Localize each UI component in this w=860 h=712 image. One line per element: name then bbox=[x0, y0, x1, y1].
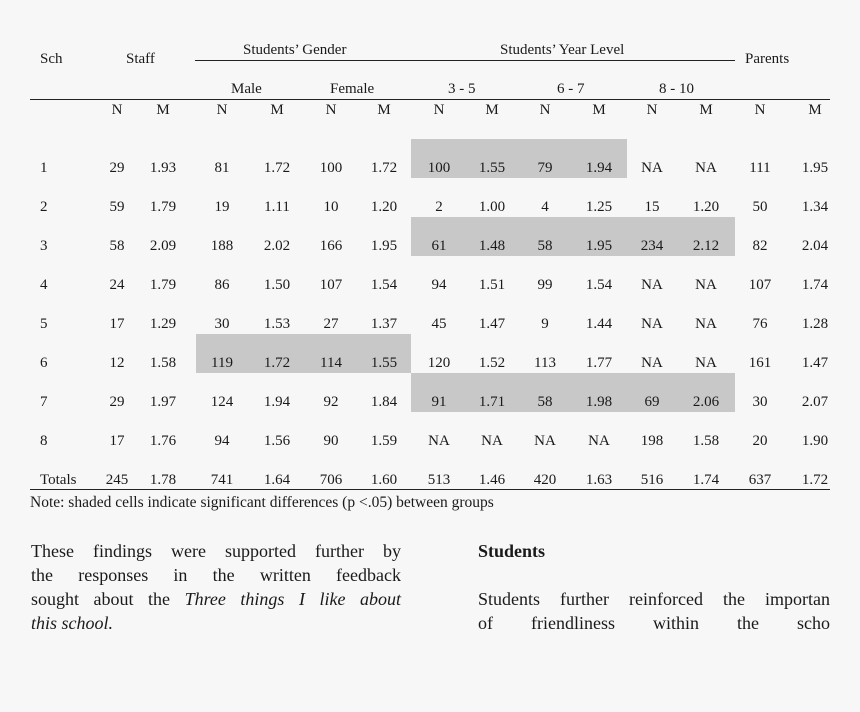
table-cell: 1.95 bbox=[370, 238, 398, 254]
totals-cell: 1.72 bbox=[801, 472, 829, 488]
table-cell: 19 bbox=[214, 199, 230, 215]
table-cell: 2.04 bbox=[801, 238, 829, 254]
table-cell: 17 bbox=[109, 433, 125, 449]
table-cell: 188 bbox=[210, 238, 234, 254]
table-cell: 9 bbox=[541, 316, 549, 332]
table-cell: 1.77 bbox=[585, 355, 613, 371]
table-cell: 1.95 bbox=[585, 238, 613, 254]
school-label: 5 bbox=[40, 316, 48, 332]
table-cell: NA bbox=[641, 355, 663, 371]
table-cell: 1.94 bbox=[263, 394, 291, 410]
table-cell: 79 bbox=[537, 160, 553, 176]
totals-cell: 1.46 bbox=[478, 472, 506, 488]
table-cell: 94 bbox=[214, 433, 230, 449]
n-column-header: N bbox=[325, 102, 337, 118]
left-paragraph-line-1: These findings were supported further by bbox=[31, 541, 401, 561]
right-line-2-word: the bbox=[737, 613, 759, 633]
totals-cell: 1.63 bbox=[585, 472, 613, 488]
table-cell: NA bbox=[641, 160, 663, 176]
table-cell: 86 bbox=[214, 277, 230, 293]
table-cell: 90 bbox=[323, 433, 339, 449]
table-cell: 1.72 bbox=[263, 160, 291, 176]
table-cell: 58 bbox=[537, 238, 553, 254]
table-note: Note: shaded cells indicate significant differences (p <.05) between groups bbox=[30, 494, 494, 511]
school-label: 2 bbox=[40, 199, 48, 215]
table-cell: 1.53 bbox=[263, 316, 291, 332]
table-cell: 58 bbox=[109, 238, 125, 254]
table-cell: 30 bbox=[752, 394, 768, 410]
totals-cell: 1.78 bbox=[149, 472, 177, 488]
totals-cell: 420 bbox=[533, 472, 557, 488]
m-column-header: M bbox=[592, 102, 606, 118]
table-cell: 1.37 bbox=[370, 316, 398, 332]
table-cell: 10 bbox=[323, 199, 339, 215]
table-cell: 1.51 bbox=[478, 277, 506, 293]
left-line-3-plain: sought about the bbox=[31, 589, 171, 609]
table-cell: 119 bbox=[211, 355, 233, 371]
table-cell: 2.12 bbox=[692, 238, 720, 254]
table-cell: 1.47 bbox=[801, 355, 829, 371]
school-label: 6 bbox=[40, 355, 48, 371]
totals-cell: 706 bbox=[319, 472, 343, 488]
table-cell: 29 bbox=[109, 394, 125, 410]
table-cell: NA bbox=[695, 316, 717, 332]
table-cell: 1.55 bbox=[370, 355, 398, 371]
left-paragraph-line-3 bbox=[31, 587, 401, 611]
table-cell: 100 bbox=[427, 160, 451, 176]
table-cell: 1.48 bbox=[478, 238, 506, 254]
right-paragraph-line-2 bbox=[478, 611, 830, 635]
totals-cell: 516 bbox=[640, 472, 664, 488]
left-paragraph-line-4 bbox=[31, 611, 113, 635]
table-cell: NA bbox=[588, 433, 610, 449]
table-cell: 120 bbox=[427, 355, 451, 371]
table-cell: NA bbox=[695, 160, 717, 176]
header-male: Male bbox=[231, 81, 262, 97]
header-bottom-rule bbox=[30, 99, 830, 100]
table-cell: 124 bbox=[210, 394, 234, 410]
table-cell: 1.71 bbox=[478, 394, 506, 410]
n-column-header: N bbox=[111, 102, 123, 118]
table-cell: 12 bbox=[109, 355, 125, 371]
totals-cell: 1.74 bbox=[692, 472, 720, 488]
table-cell: 24 bbox=[109, 277, 125, 293]
table-cell: 107 bbox=[748, 277, 772, 293]
table-cell: 2 bbox=[435, 199, 443, 215]
table-cell: 17 bbox=[109, 316, 125, 332]
n-column-header: N bbox=[216, 102, 228, 118]
table-cell: 69 bbox=[644, 394, 660, 410]
table-cell: 1.84 bbox=[370, 394, 398, 410]
header-staff: Staff bbox=[126, 51, 155, 67]
table-cell: NA bbox=[428, 433, 450, 449]
school-label: 8 bbox=[40, 433, 48, 449]
table-cell: 113 bbox=[534, 355, 556, 371]
m-column-header: M bbox=[156, 102, 170, 118]
totals-label: Totals bbox=[40, 472, 77, 488]
table-cell: 27 bbox=[323, 316, 339, 332]
right-line-2-word: within bbox=[652, 613, 699, 633]
school-label: 4 bbox=[40, 277, 48, 293]
table-cell: 30 bbox=[214, 316, 230, 332]
table-cell: 2.09 bbox=[149, 238, 177, 254]
table-cell: 1.25 bbox=[585, 199, 613, 215]
table-cell: 59 bbox=[109, 199, 125, 215]
header-students-year-level: Students’ Year Level bbox=[500, 42, 625, 58]
header-year-6-7: 6 - 7 bbox=[557, 81, 585, 97]
table-cell: 1.54 bbox=[370, 277, 398, 293]
right-paragraph-line-1: Students further reinforced the importan bbox=[478, 589, 830, 609]
table-cell: 198 bbox=[640, 433, 664, 449]
table-cell: 166 bbox=[319, 238, 343, 254]
totals-cell: 513 bbox=[427, 472, 451, 488]
table-cell: 1.74 bbox=[801, 277, 829, 293]
table-cell: NA bbox=[695, 277, 717, 293]
m-column-header: M bbox=[808, 102, 822, 118]
table-cell: 1.79 bbox=[149, 199, 177, 215]
table-cell: 50 bbox=[752, 199, 768, 215]
table-cell: NA bbox=[481, 433, 503, 449]
table-cell: 58 bbox=[537, 394, 553, 410]
header-female: Female bbox=[330, 81, 375, 97]
table-cell: 82 bbox=[752, 238, 768, 254]
table-cell: 1.47 bbox=[478, 316, 506, 332]
table-cell: 4 bbox=[541, 199, 549, 215]
table-cell: 1.56 bbox=[263, 433, 291, 449]
table-cell: 1.52 bbox=[478, 355, 506, 371]
m-column-header: M bbox=[699, 102, 713, 118]
table-cell: 1.93 bbox=[149, 160, 177, 176]
header-students-gender: Students’ Gender bbox=[243, 42, 347, 58]
table-cell: 1.20 bbox=[692, 199, 720, 215]
table-cell: 2.06 bbox=[692, 394, 720, 410]
table-cell: 1.54 bbox=[585, 277, 613, 293]
table-cell: 1.29 bbox=[149, 316, 177, 332]
table-cell: 91 bbox=[431, 394, 447, 410]
table-cell: 1.76 bbox=[149, 433, 177, 449]
table-cell: 1.28 bbox=[801, 316, 829, 332]
left-paragraph-line-2: the responses in the written feedback bbox=[31, 565, 401, 585]
table-cell: 1.55 bbox=[478, 160, 506, 176]
table-cell: 20 bbox=[752, 433, 768, 449]
table-cell: 76 bbox=[752, 316, 768, 332]
header-sch: Sch bbox=[40, 51, 63, 67]
m-column-header: M bbox=[270, 102, 284, 118]
totals-cell: 245 bbox=[105, 472, 129, 488]
table-cell: 1.34 bbox=[801, 199, 829, 215]
totals-cell: 741 bbox=[210, 472, 234, 488]
table-cell: 94 bbox=[431, 277, 447, 293]
totals-cell: 1.64 bbox=[263, 472, 291, 488]
table-cell: NA bbox=[695, 355, 717, 371]
table-cell: 100 bbox=[319, 160, 343, 176]
table-cell: 29 bbox=[109, 160, 125, 176]
totals-bottom-rule bbox=[30, 489, 830, 490]
table-cell: 1.98 bbox=[585, 394, 613, 410]
totals-cell: 637 bbox=[748, 472, 772, 488]
n-column-header: N bbox=[433, 102, 445, 118]
table-cell: 234 bbox=[640, 238, 664, 254]
table-cell: 107 bbox=[319, 277, 343, 293]
table-cell: 114 bbox=[320, 355, 342, 371]
table-cell: 1.59 bbox=[370, 433, 398, 449]
table-cell: 99 bbox=[537, 277, 553, 293]
table-cell: 111 bbox=[749, 160, 771, 176]
table-cell: 1.72 bbox=[370, 160, 398, 176]
table-cell: 2.07 bbox=[801, 394, 829, 410]
table-cell: 1.79 bbox=[149, 277, 177, 293]
header-group-rule bbox=[195, 60, 735, 61]
m-column-header: M bbox=[485, 102, 499, 118]
table-cell: 1.44 bbox=[585, 316, 613, 332]
school-label: 7 bbox=[40, 394, 48, 410]
right-line-2-word: of bbox=[478, 613, 493, 633]
table-cell: NA bbox=[534, 433, 556, 449]
table-cell: 15 bbox=[644, 199, 660, 215]
table-cell: 1.58 bbox=[692, 433, 720, 449]
table-cell: 1.90 bbox=[801, 433, 829, 449]
table-cell: 1.11 bbox=[264, 199, 290, 215]
students-heading: Students bbox=[478, 541, 546, 561]
table-cell: 1.58 bbox=[149, 355, 177, 371]
header-year-8-10: 8 - 10 bbox=[659, 81, 694, 97]
header-year-3-5: 3 - 5 bbox=[448, 81, 476, 97]
table-cell: 1.20 bbox=[370, 199, 398, 215]
table-cell: 1.94 bbox=[585, 160, 613, 176]
table-cell: NA bbox=[641, 316, 663, 332]
table-cell: 1.97 bbox=[149, 394, 177, 410]
n-column-header: N bbox=[754, 102, 766, 118]
table-cell: 61 bbox=[431, 238, 447, 254]
table-cell: 81 bbox=[214, 160, 230, 176]
table-cell: 2.02 bbox=[263, 238, 291, 254]
table-cell: 1.95 bbox=[801, 160, 829, 176]
totals-cell: 1.60 bbox=[370, 472, 398, 488]
right-line-2-word: friendliness bbox=[531, 613, 615, 633]
table-cell: 92 bbox=[323, 394, 339, 410]
m-column-header: M bbox=[377, 102, 391, 118]
n-column-header: N bbox=[539, 102, 551, 118]
school-label: 3 bbox=[40, 238, 48, 254]
table-cell: 1.50 bbox=[263, 277, 291, 293]
n-column-header: N bbox=[646, 102, 658, 118]
table-cell: 1.00 bbox=[478, 199, 506, 215]
header-parents: Parents bbox=[745, 51, 790, 67]
left-line-4-italic: this school. bbox=[31, 613, 114, 633]
table-cell: 45 bbox=[431, 316, 447, 332]
table-cell: NA bbox=[641, 277, 663, 293]
left-line-3-italic: Three things I like about bbox=[184, 589, 401, 609]
table-cell: 161 bbox=[748, 355, 772, 371]
school-label: 1 bbox=[40, 160, 48, 176]
table-cell: 1.72 bbox=[263, 355, 291, 371]
right-line-2-word: scho bbox=[797, 613, 830, 633]
